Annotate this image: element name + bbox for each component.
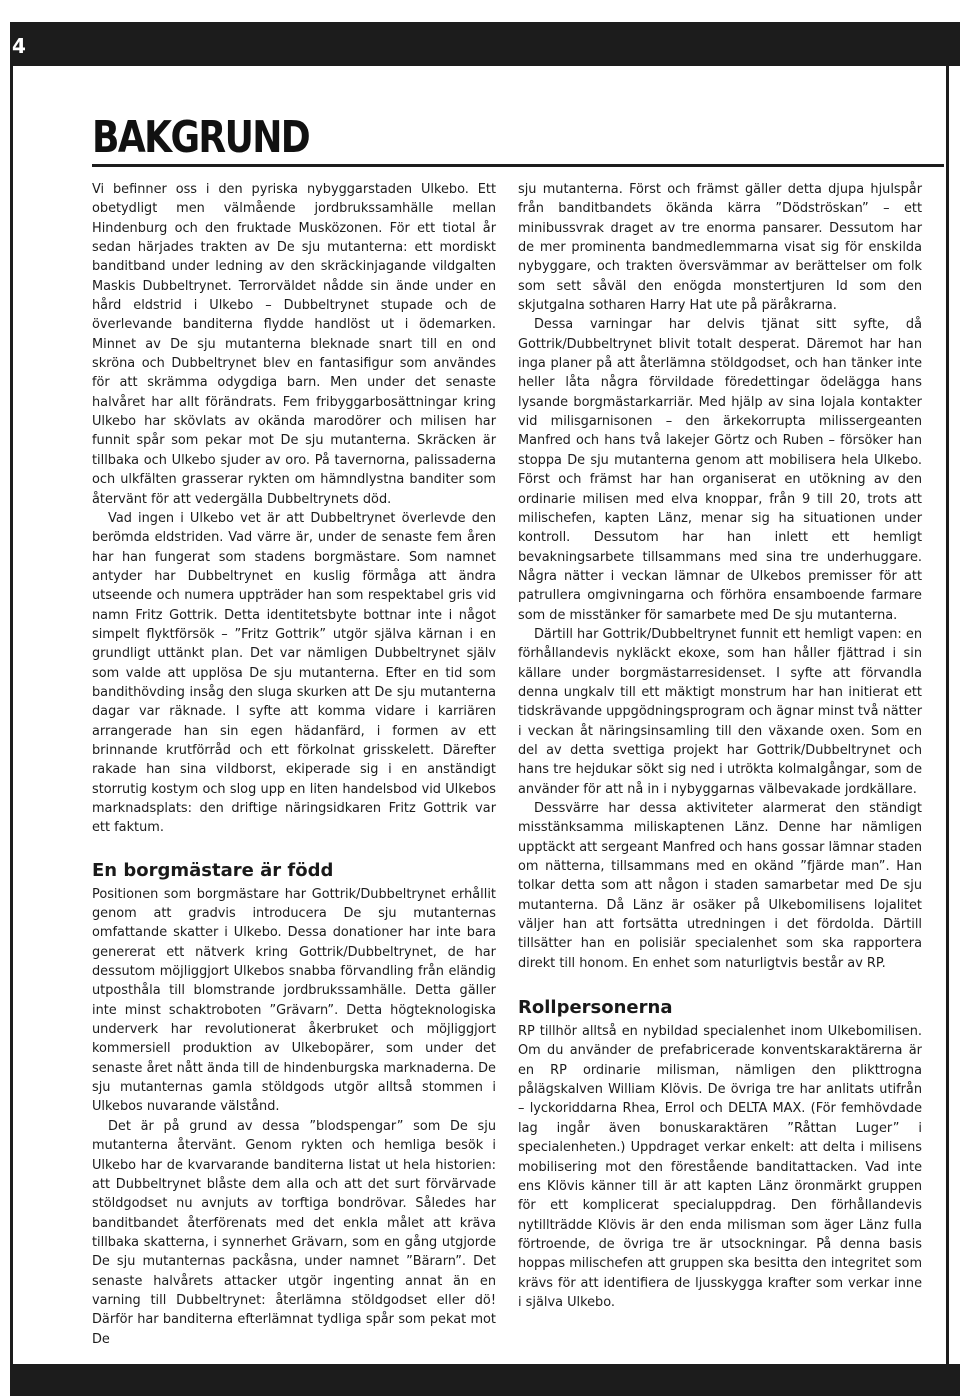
body-paragraph: Positionen som borgmästare har Gottrik/Dubbeltrynet erhållit genom att gradvis introducera De sju mutanternas omfattande skatter i Ulkebo. Dessa donationer har inte bara genererat ett nätverk kring Gottrik/Dubbeltrynet, de har dessutom möjliggjort Ulkebos snabba förvandling från eländig utposthåla till blomstrande jordbrukssamhälle. Detta gäller inte minst schaktroboten ”Grävarn”. Detta högteknologiska underverk har revolutionerat åkerbruket och möjliggjort kommersiell produktion av Ulkebopärer, som under det senaste året nått ända till de hindenburgska marknaderna. De sju mutanternas gamla stöldgods utgör alltså stommen i Ulkebos nuvarande välstånd. xyxy=(92,886,496,1115)
body-paragraph: RP tillhör alltså en nybildad specialenhet inom Ulkebomilisen. Om du använder de prefabricerade konventskaraktärerna är en RP ordinarie milisman, nämligen den plikttrogna pålägskalven William Klövis. De övriga tre har anlitats utifrån – lyckoriddarna Rhea, Errol och DELTA MAX. (För femhövdade lag ingår även bonuskaraktären ”Råttan Luger” i specialenheten.) Uppdraget verkar enkelt: att delta i milisens mobilisering mot den förestående banditattacken. Vad inte ens Klövis känner till är att kapten Länz öronmärkt gruppen för ett komplicerat specialuppdrag. Den förhållandevis nytillträdde Klövis är den enda milisman som äger Länz fulla förtroende, de övriga tre är utsockningar. På denna basis hoppas milischefen att gruppen ska besitta den integritet som krävs för att identifiera de ljusskygga krafter som verkar inne i själva Ulkebo. xyxy=(518,1024,922,1310)
body-paragraph: Vad ingen i Ulkebo vet är att Dubbeltrynet överlevde den berömda eldstriden. Vad värre är, under de senaste fem åren har han fungerat som stadens borgmästare. Som namnet antyder har Dubbeltrynet en kuslig förmåga att ändra utseende och numera uppträder han som respektabel gris vid namn Fritz Gottrik. Detta identitetsbyte bottnar inte i något simpelt flyktförsök – ”Fritz Gottrik” utgör själva kärnan i en grundligt uttänkt plan. Det var nämligen Dubbeltrynet själv som valde att upplösa De sju mutanterna. Efter en tid som bandithövding insåg den sluga skurken att De sju mutanterna dagar var räknade. I syfte att komma vidare i karriären arrangerade han sin egen hädanfärd, i formen av ett brinnande krutförråd och ett förkolnat grisskelett. Därefter rakade han sina vildborst, ekiperade sig i en anständigt storrutig kostym och slog upp en liten handelsbod vid Ulkebos marknadsplats: den driftige näringsidkaren Fritz Gottrik var ett faktum. xyxy=(92,510,496,836)
section-heading: Rollpersonerna xyxy=(518,997,673,1019)
page-number: 4 xyxy=(12,34,26,58)
body-paragraph: Dessvärre har dessa aktiviteter alarmerat den ständigt misstänksamma miliskaptenen Länz. Denne har nämligen upptäckt att sergeant Manfred och hans gossar lämnar staden om nätterna, tillsammans med en okänd ”fjärde man”. Han tolkar detta som att någon i staden samarbetar med De sju mutanterna. Då Länz är osäker på Ulkebomilisens lojalitet väljer han att fortsätta utredningen i det fördolda. Därtill tillsätter han en polisiär specialenhet som ska rapportera direkt till honom. En enhet som naturligtvis består av RP. xyxy=(518,801,922,971)
body-paragraph: Det är på grund av dessa ”blodspengar” som De sju mutanterna återvänt. Genom rykten och hemliga besök i Ulkebo har de kvarvarande banditerna listat ut hela historien: att Dubbeltrynet blåste dem alla och att det surt förvärvade stöldgodset nu avnjuts av torftiga bondrövar. Således har banditbandet återförenats med det enkla målet att kräva tillbaka skatterna, i synnerhet Grävarn, som en gång utgjorde De sju mutanternas packåsna, under namnet ”Bärarn”. Det senaste halvårets attacker utgör ingenting annat än en varning till Dubbeltrynet: återlämna stöldgodset eller dö! Därför har banditerna efterlämnat tydliga spår som pekat mot De xyxy=(92,1118,496,1347)
page-footer-bar xyxy=(10,1364,960,1396)
page-title: BAKGRUND xyxy=(92,112,310,163)
right-column xyxy=(518,180,922,1312)
body-paragraph: Dessa varningar har delvis tjänat sitt syfte, då Gottrik/Dubbeltrynet blivit totalt desperat. Däremot har han inga planer på att återlämna stöldgodset, och han tänker inte heller låta några förvildade föredettingar ödelägga hans lysande borgmästarkarriär. Med hjälp av sina lojala kontakter vid milisgarnisonen – den ärkekorrupta milissergeanten Manfred och hans två lakejer Görtz och Ruben – försöker han stoppa De sju mutanterna genom att mobilisera hela Ulkebo. Först och främst har han organiserat en utökning av den ordinarie milisen med elva knoppar, från 9 till 20, trots att milischefen, kapten Länz, menar sig ha situationen under kontroll. Dessutom har han inlett ett hemligt bevakningsarbete tillsammans med sina tre underhuggare. Några nätter i veckan lämnar de Ulkebos premisser för att patrullera omgivningarna och förhöra ensamboende farmare som de misstänker för samarbete med De sju mutanterna. xyxy=(518,317,922,623)
page-frame-right xyxy=(946,66,949,1366)
page-frame-left xyxy=(10,66,13,1366)
body-paragraph: sju mutanterna. Först och främst gäller detta djupa hjulspår från banditbandets ökända kärra ”Dödströskan” – ett minibussvrak draget av tre enorma pansarer. Dessutom har de mer prominenta bandmedlemmarna visat sig för enskilda nybyggare, och trakten översvämmar av berättelser om folk som sett såväl den enögda monstertjuren Id som den skjutgalna sotharen Harry Hat ute på päråkrarna. xyxy=(518,182,922,314)
body-paragraph: Därtill har Gottrik/Dubbeltrynet funnit ett hemligt vapen: en förhållandevis nykläckt ekoxe, som han håller fjättrad i sin källare under borgmästarresidenset. I syfte att förvandla denna ungkalv till ett mäktigt monstrum har han initierat ett tidskrävande uppgödningsprogram och ägnar minst två nätter i veckan åt näringsinsamling till den växande oxen. Som en del av detta svettiga projekt har Gottrik/Dubbeltrynet och hans tre hejdukar sökt sig ned i utrökta kolmalgångar, som de använder för att nå in i nybyggarnas välbevakade jordkällare. xyxy=(518,626,922,797)
section-heading: En borgmästare är född xyxy=(92,859,334,881)
title-divider xyxy=(92,164,944,167)
page-header-bar xyxy=(10,22,960,66)
left-column xyxy=(92,180,496,1349)
body-paragraph: Vi befinner oss i den pyriska nybyggarstaden Ulkebo. Ett obetydligt men välmående jordbrukssamhälle mellan Hindenburg och den fruktade Musközonen. För ett tiotal år sedan härjades trakten av De sju mutanterna: ett mordiskt banditband under ledning av den skräckinjagande vildgalten Maskis Dubbeltrynet. Terrorväldet nådde sin ände under en hård eldstrid i Ulkebo – Dubbeltrynet stupade och de överlevande banditerna flydde handlöst ut i ödemarken. Minnet av De sju mutanterna bleknade snart till en ond skröna och Dubbeltrynet blev en fantasifigur som användes för att skrämma odygdiga barn. Men under det senaste halvåret har allt förändrats. Fem fribyggarbosättningar kring Ulkebo har skövlats av okända marodörer och milisen har funnit spår som pekar mot De sju mutanterna. Skräcken är tillbaka och Ulkebo sjuder av oro. På tavernorna, palissaderna och ulkfälten grasserar rykten om hämndlystna banditer som återvänt för att vedergälla Dubbeltrynets död. xyxy=(92,182,496,507)
